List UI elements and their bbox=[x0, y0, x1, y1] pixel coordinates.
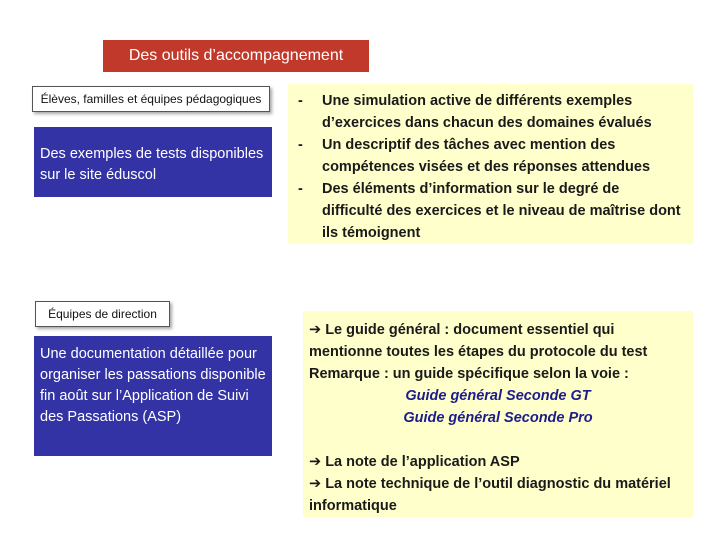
arrow-right-icon: ➔ bbox=[309, 322, 322, 338]
list-item: - Des éléments d’information sur le degré de difficulté des exercices et le niveau de maîtrise dont ils témoignent bbox=[298, 178, 683, 244]
arrow-right-icon: ➔ bbox=[309, 454, 322, 470]
remark-line: Remarque : un guide spécifique selon la voie : bbox=[309, 366, 629, 382]
arrow-right-icon: ➔ bbox=[309, 476, 322, 492]
details-list bbox=[298, 90, 683, 244]
note-technique-line: ➔ La note technique de l’outil diagnostic du matériel informatique bbox=[309, 476, 671, 514]
audience-tag-direction: Équipes de direction bbox=[35, 301, 170, 327]
guide-seconde-gt-link[interactable]: Guide général Seconde GT bbox=[405, 388, 591, 404]
list-item: - Une simulation active de différents exemples d’exercices dans chacun des domaines évalués bbox=[298, 90, 683, 134]
tests-examples-box: Des exemples de tests disponibles sur le site éduscol bbox=[34, 127, 272, 197]
dash-marker: - bbox=[298, 93, 303, 109]
slide-title: Des outils d’accompagnement bbox=[103, 40, 369, 72]
audience-tag-students: Élèves, familles et équipes pédagogiques bbox=[32, 86, 270, 112]
dash-marker: - bbox=[298, 181, 303, 197]
note-asp-line: ➔ La note de l’application ASP bbox=[309, 454, 520, 470]
guide-general-line: ➔ Le guide général : document essentiel qui mentionne toutes les étapes du protocole du test bbox=[309, 322, 648, 360]
guides-box bbox=[303, 311, 693, 517]
documentation-box: Une documentation détaillée pour organiser les passations disponible fin août sur l’Application de Suivi des Passations (ASP) bbox=[34, 336, 272, 456]
guide-seconde-pro-link[interactable]: Guide général Seconde Pro bbox=[403, 410, 593, 426]
simulation-details-box bbox=[288, 84, 693, 244]
dash-marker: - bbox=[298, 137, 303, 153]
list-item: - Un descriptif des tâches avec mention des compétences visées et des réponses attendues bbox=[298, 134, 683, 178]
